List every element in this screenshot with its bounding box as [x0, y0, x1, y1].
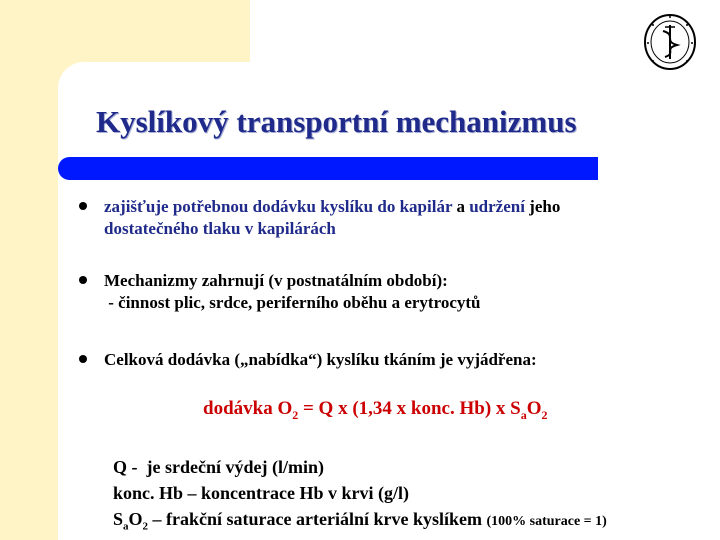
- bullet-dot: [79, 355, 87, 363]
- bullet-2-line-1: Mechanizmy zahrnují (v postnatálním období):: [104, 271, 448, 290]
- oxygen-delivery-formula: [203, 398, 548, 423]
- definition-q: Q - je srdeční výdej (l/min): [113, 457, 324, 477]
- bullet-item-1: [104, 196, 560, 240]
- formula-sub: 2: [292, 407, 299, 422]
- definition-symbol: S: [113, 509, 124, 529]
- bullet-3-line-1: Celková dodávka („nabídka“) kyslíku tkáním je vyjádřena:: [104, 350, 537, 369]
- bullet-dot: [79, 202, 87, 210]
- university-seal-logo: [643, 13, 697, 71]
- bullet-item-3: [104, 349, 537, 371]
- title-underline-bar: [58, 157, 598, 180]
- formula-rhs: = Q x (1,34 x konc. Hb) x S: [298, 398, 521, 419]
- definition-sao2: [113, 506, 607, 540]
- definition-hb: konc. Hb – koncentrace Hb v krvi (g/l): [113, 483, 409, 503]
- formula-sub: a: [520, 407, 527, 422]
- bullet-1-text-c: udržení: [469, 197, 525, 216]
- bullet-item-2: [104, 270, 480, 314]
- definition-note: (100% saturace = 1): [486, 514, 607, 529]
- definition-text: – frakční saturace arteriální krve kyslíkem: [148, 509, 487, 529]
- bullet-1-text-a: zajišťuje potřebnou dodávku kyslíku do kapilár: [104, 197, 453, 216]
- bullet-1-line-2: dostatečného tlaku v kapilárách: [104, 219, 336, 238]
- formula-definitions: [113, 454, 607, 540]
- bullet-2-line-2: - činnost plic, srdce, periferního oběhu a erytrocytů: [104, 293, 481, 312]
- bullet-1-text-d: jeho: [524, 197, 561, 216]
- formula-sub: 2: [541, 407, 548, 422]
- definition-sub: 2: [142, 520, 149, 533]
- bullet-dot: [79, 276, 87, 284]
- definition-sub: a: [123, 520, 129, 533]
- formula-lhs: dodávka O: [203, 398, 293, 419]
- formula-rhs: O: [526, 398, 542, 419]
- bullet-1-text-b: a: [452, 197, 470, 216]
- slide-title: Kyslíkový transportní mechanizmus: [96, 104, 577, 139]
- definition-symbol: O: [128, 509, 143, 529]
